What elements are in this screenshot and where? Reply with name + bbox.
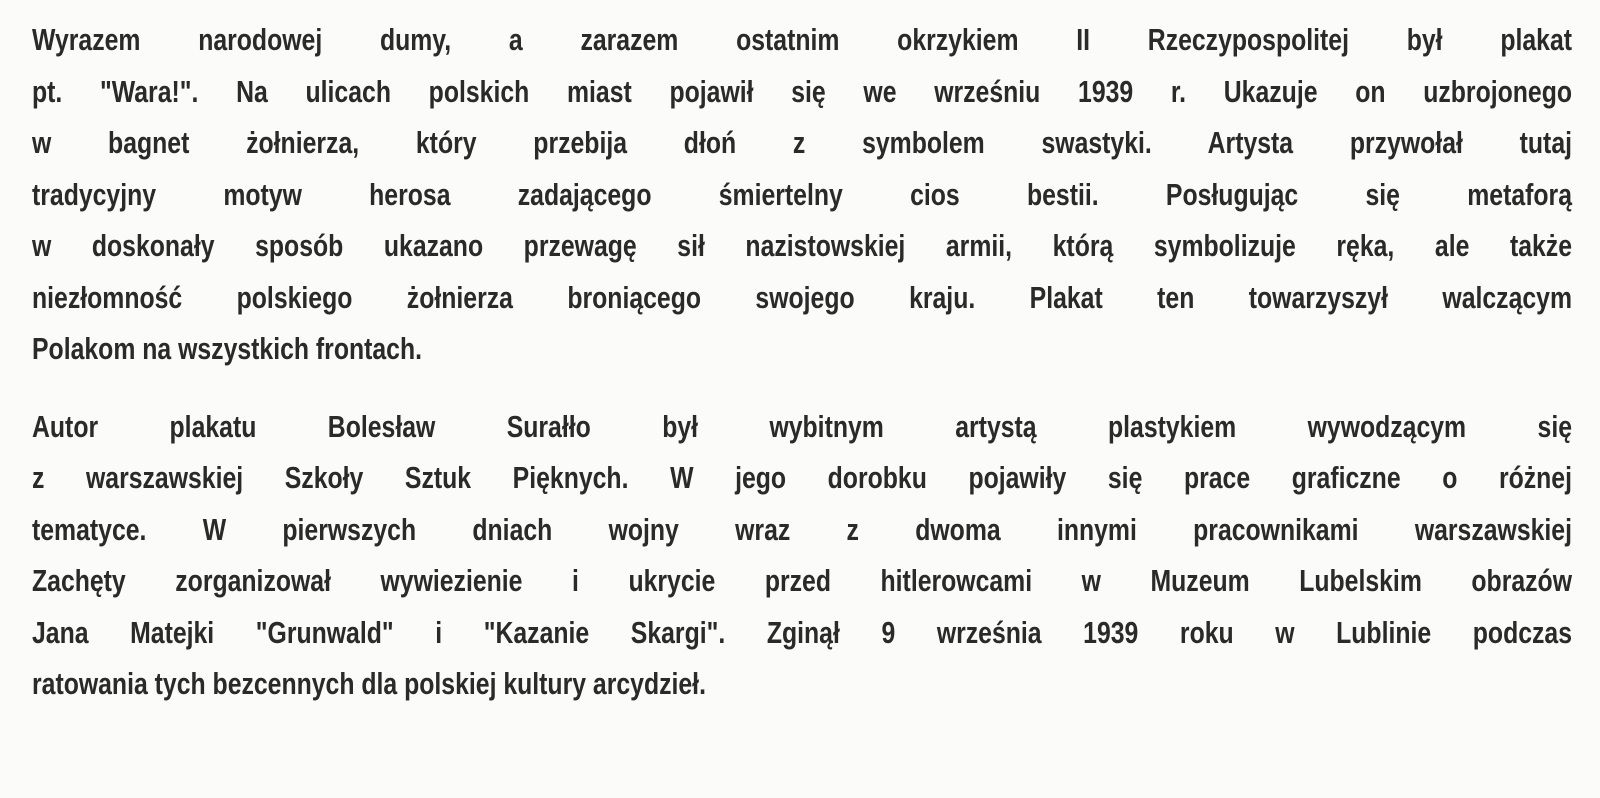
text-line-author — [32, 401, 1572, 453]
author-name: Bolesław Surałło — [327, 408, 591, 444]
text-line: w bagnet żołnierza, który przebija dłoń z symbolem swastyki. Artysta przywołał tutaj — [32, 125, 1572, 160]
text-line: tradycyjny motyw herosa zadającego śmiertelny cios bestii. Posługując się metaforą — [32, 176, 1572, 212]
author-description: był wybitnym artystą plastykiem wywodzącym się — [662, 408, 1572, 444]
text-line: ratowania tych bezcennych dla polskiej kultury arcydzieł. — [32, 666, 706, 701]
text-line: Jana Matejki "Grunwald" i "Kazanie Skargi". Zginął 9 września 1939 roku w Lublinie podczas — [32, 614, 1572, 650]
text-line: Polakom na wszystkich frontach. — [32, 331, 423, 366]
text-line: z warszawskiej Szkoły Sztuk Pięknych. W jego dorobku pojawiły się prace graficzne o różnej — [32, 460, 1572, 495]
paragraph-wara-poster — [32, 14, 1572, 375]
text-line: niezłomność polskiego żołnierza broniącego swojego kraju. Plakat ten towarzyszył walczącym — [32, 279, 1572, 315]
text-line: Wyrazem narodowej dumy, a zarazem ostatnim okrzykiem II Rzeczypospolitej był plakat — [32, 22, 1572, 57]
author-intro: Autor plakatu — [32, 408, 257, 444]
text-line: w doskonały sposób ukazano przewagę sił nazistowskiej armii, którą symbolizuje ręka, ale także — [32, 228, 1572, 263]
paragraph-author-biography — [32, 401, 1572, 710]
text-line: pt. "Wara!". Na ulicach polskich miast pojawił się we wrześniu 1939 r. Ukazuje on uzbrojonego — [32, 73, 1572, 109]
text-line: Zachęty zorganizował wywiezienie i ukrycie przed hitlerowcami w Muzeum Lubelskim obrazów — [32, 563, 1572, 598]
text-line: tematyce. W pierwszych dniach wojny wraz z dwoma innymi pracownikami warszawskiej — [32, 511, 1572, 547]
